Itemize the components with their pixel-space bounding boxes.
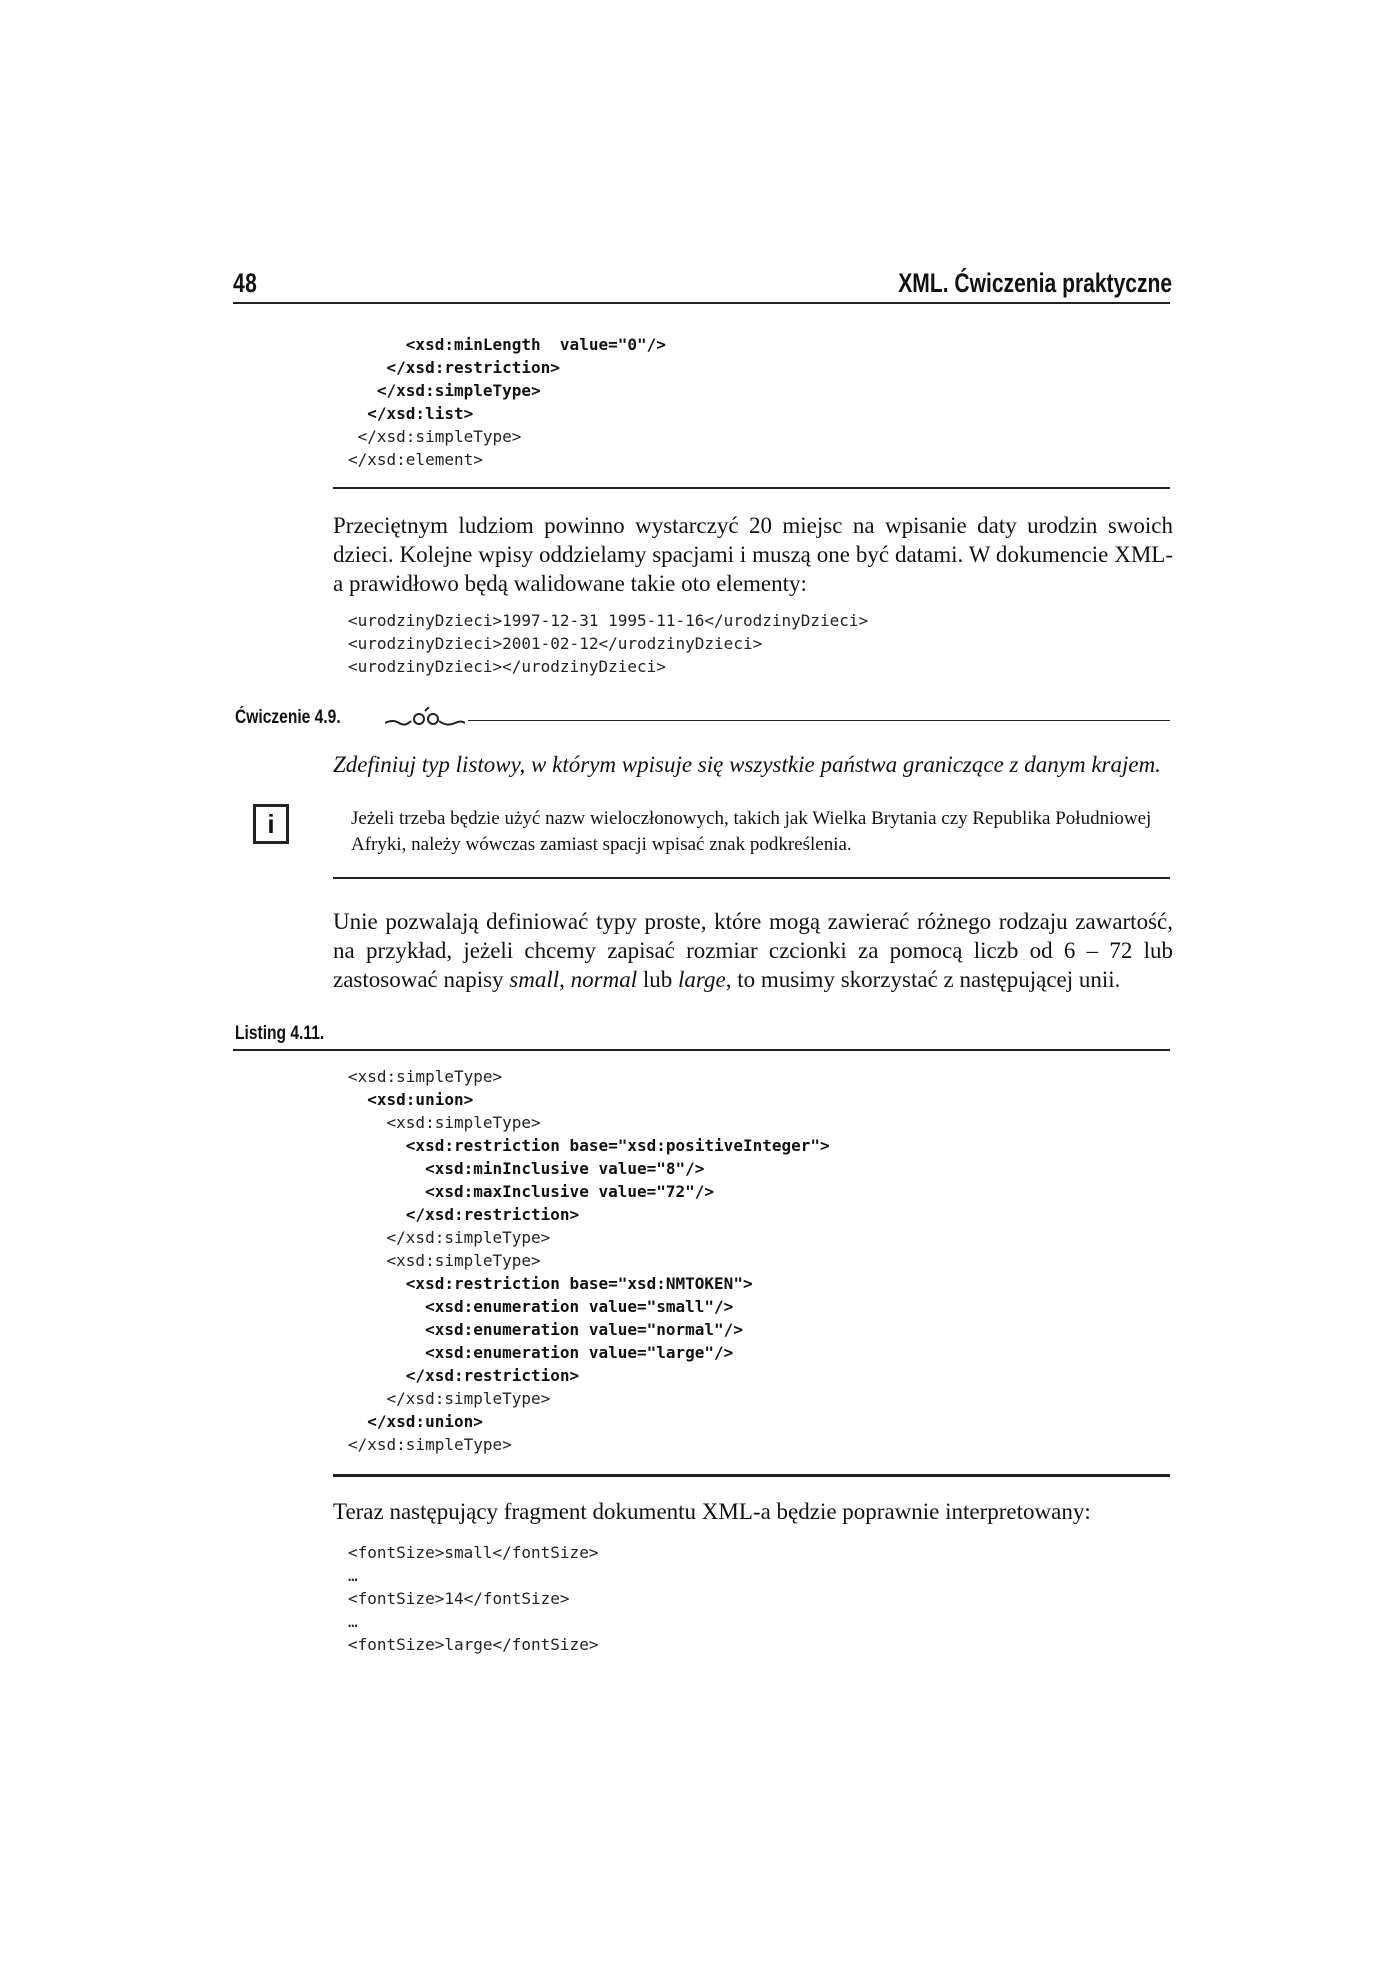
code-line: <xsd:maxInclusive value="72"/>: [348, 1182, 715, 1201]
code-line: </xsd:simpleType>: [348, 427, 522, 446]
code-line: <xsd:restriction base="xsd:positiveInteger">: [348, 1136, 830, 1155]
code-line: <xsd:restriction base="xsd:NMTOKEN">: [348, 1274, 753, 1293]
code-line: …: [348, 1612, 358, 1631]
note-text: Jeżeli trzeba będzie użyć nazw wieloczłonowych, takich jak Wielka Brytania czy Republika Południowej Afryki, należy wówczas zamiast spacji wpisać znak podkreślenia.: [351, 808, 1152, 855]
header-rule: [233, 302, 1170, 304]
code-line: <fontSize>14</fontSize>: [348, 1589, 570, 1608]
code-line: </xsd:simpleType>: [348, 1435, 512, 1454]
code-line: <xsd:enumeration value="large"/>: [348, 1343, 734, 1362]
code-line: </xsd:element>: [348, 450, 483, 469]
body-paragraph: Teraz następujący fragment dokumentu XML-a będzie poprawnie interpretowany:: [333, 1499, 1091, 1524]
code-line: <urodzinyDzieci>1997-12-31 1995-11-16</urodzinyDzieci>: [348, 611, 869, 630]
code-line: </xsd:restriction>: [348, 1205, 580, 1224]
code-line: <xsd:simpleType>: [348, 1251, 541, 1270]
code-line: <urodzinyDzieci>2001-02-12</urodzinyDzieci>: [348, 634, 763, 653]
body-paragraph: Unie pozwalają definiować typy proste, które mogą zawierać różnego rodzaju zawartość, na przykład, jeżeli chcemy zapisać rozmiar czcionki za pomocą liczb od 6 – 72 lub zastosować napisy small, normal lub large, to musimy skorzystać z następującej unii.: [333, 909, 1173, 992]
exercise-text: Zdefiniuj typ listowy, w którym wpisuje się wszystkie państwa graniczące z danym krajem.: [333, 752, 1161, 777]
book-title: XML. Ćwiczenia praktyczne: [898, 268, 1172, 298]
listing-rule: [233, 1049, 1170, 1051]
code-line: </xsd:union>: [348, 1412, 483, 1431]
code-block-dates: [348, 609, 868, 678]
code-line: </xsd:restriction>: [348, 358, 560, 377]
code-line: <xsd:simpleType>: [348, 1067, 503, 1086]
listing-code: [348, 1065, 830, 1456]
exercise-label: Ćwiczenie 4.9.: [235, 707, 341, 728]
listing-end-rule: [333, 1474, 1170, 1477]
exercise-rule: [468, 720, 1170, 721]
code-line: <xsd:simpleType>: [348, 1113, 541, 1132]
code-line: …: [348, 1566, 358, 1585]
note-rule: [333, 877, 1170, 879]
body-paragraph: Przeciętnym ludziom powinno wystarczyć 20 miejsc na wpisanie daty urodzin swoich dzieci. Kolejne wpisy oddzielamy spacjami i muszą one być datami. W dokumencie XML-a prawidłowo będą walidowane takie oto elementy:: [333, 513, 1173, 596]
code-line: </xsd:simpleType>: [348, 381, 541, 400]
code-line: <xsd:minLength value="0"/>: [348, 335, 666, 354]
code-line: <xsd:enumeration value="normal"/>: [348, 1320, 743, 1339]
code-line: <fontSize>large</fontSize>: [348, 1635, 599, 1654]
code-line: <xsd:union>: [348, 1090, 474, 1109]
listing-label: Listing 4.11.: [235, 1023, 325, 1044]
info-icon: i: [253, 804, 289, 844]
code-line: <fontSize>small</fontSize>: [348, 1543, 599, 1562]
code-line: </xsd:restriction>: [348, 1366, 580, 1385]
code-line: </xsd:simpleType>: [348, 1389, 551, 1408]
code-block-fontsize: [348, 1541, 598, 1656]
code-line: <xsd:enumeration value="small"/>: [348, 1297, 734, 1316]
code-line: <urodzinyDzieci></urodzinyDzieci>: [348, 657, 666, 676]
page-number: 48: [233, 268, 258, 298]
code-line: </xsd:list>: [348, 404, 474, 423]
code-line: <xsd:minInclusive value="8"/>: [348, 1159, 705, 1178]
code-line: </xsd:simpleType>: [348, 1228, 551, 1247]
listing-end-rule: [333, 487, 1170, 489]
code-block-top: [348, 333, 666, 471]
ornament-icon: [385, 707, 465, 731]
